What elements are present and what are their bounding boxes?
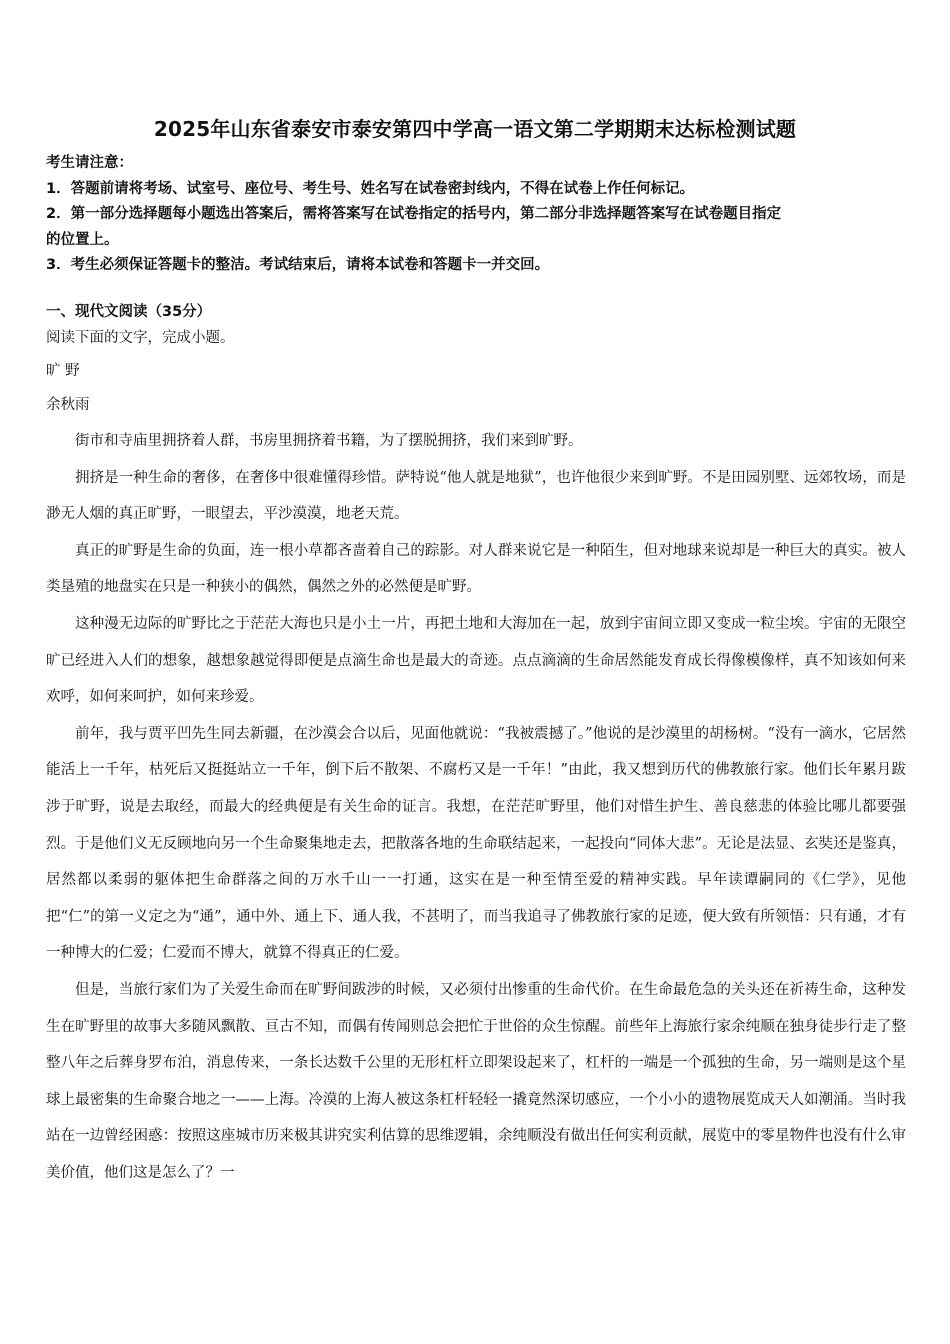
article-paragraph: 街市和寺庙里拥挤着人群，书房里拥挤着书籍，为了摆脱拥挤，我们来到旷野。	[75, 433, 583, 449]
article-title: 旷 野	[46, 363, 80, 379]
article-paragraph: 这种漫无边际的旷野比之于茫茫大海也只是小土一片，再把土地和大海加在一起，放到宇宙间立即又变成一粒尘埃。宇宙的无限空旷已经进入人们的想象，越想象越觉得即便是点滴生命也是最大的奇迹。点点滴滴的生命居然能发育成长得像模像样，真不知该如何来欢呼，如何来呵护，如何来珍爱。	[46, 615, 906, 706]
section-instruction: 阅读下面的文字，完成小题。	[46, 330, 235, 346]
exam-notice	[46, 151, 906, 279]
article-paragraph: 但是，当旅行家们为了关爱生命而在旷野间跋涉的时候，又必须付出惨重的生命代价。在生命最危急的关头还在祈祷生命，这种发生在旷野里的故事大多随风飘散、亘古不知，而偶有传闻则总会把忙于世俗的众生惊醒。前些年上海旅行家余纯顺在独身徒步行走了整整八年之后葬身罗布泊，消息传来，一条长达数千公里的无形杠杆立即架设起来了，杠杆的一端是一个孤独的生命，另一端则是这个星球上最密集的生命聚合地之一——上海。冷漠的上海人被这条杠杆轻轻一撬竟然深切感应，一个小小的遗物展览成天人如潮涌。当时我站在一边曾经困惑：按照这座城市历来极其讲究实利估算的思维逻辑，余纯顺没有做出任何实利贡献，展览中的零星物件也没有什么审美价值，他们这是怎么了？一	[46, 981, 906, 1181]
notice-item-2-continued: 的位置上。	[46, 231, 119, 248]
article-paragraph: 前年，我与贾平凹先生同去新疆，在沙漠会合以后，见面他就说：“我被震撼了。”他说的是沙漠里的胡杨树。“没有一滴水，它居然能活上一千年，枯死后又挺挺站立一千年，倒下后不散架、不腐朽又是一千年！”由此，我又想到历代的佛教旅行家。他们长年累月跋涉于旷野，说是去取经，而最大的经典便是有关生命的证言。我想，在茫茫旷野里，他们对惜生护生、善良慈悲的体验比哪儿都要强烈。于是他们义无反顾地向另一个生命聚集地走去，把散落各地的生命联结起来，一起投向“同体大悲”。无论是法显、玄奘还是鉴真，居然都以柔弱的躯体把生命群落之间的万水千山一一打通，这实在是一种至情至爱的精神实践。早年读谭嗣同的《仁学》，见他把“仁”的第一义定之为“通”，通中外、通上下、通人我，不甚明了，而当我追寻了佛教旅行家的足迹，便大致有所领悟：只有通，才有一种博大的仁爱；仁爱而不博大，就算不得真正的仁爱。	[46, 725, 906, 962]
article-paragraph: 真正的旷野是生命的负面，连一根小草都吝啬着自己的踪影。对人群来说它是一种陌生，但对地球来说却是一种巨大的真实。被人类垦殖的地盘实在只是一种狭小的偶然，偶然之外的必然便是旷野。	[46, 542, 906, 596]
page-title: 2025年山东省泰安市泰安第四中学高一语文第二学期期末达标检测试题	[153, 117, 797, 141]
notice-item-3: 3．考生必须保证答题卡的整洁。考试结束后，请将本试卷和答题卡一并交回。	[46, 257, 550, 273]
article-body	[46, 423, 906, 1191]
notice-item-1: 1．答题前请将考场、试室号、座位号、考生号、姓名写在试卷密封线内，不得在试卷上作任何标记。	[46, 180, 695, 197]
notice-item-2: 2．第一部分选择题每小题选出答案后，需将答案写在试卷指定的括号内，第二部分非选择题答案写在试卷题目指定	[46, 206, 782, 222]
article-author: 余秋雨	[46, 397, 90, 413]
section-heading: 一、现代文阅读（35分）	[46, 304, 212, 320]
notice-heading: 考生请注意：	[46, 155, 133, 171]
article-paragraph: 拥挤是一种生命的奢侈，在奢侈中很难懂得珍惜。萨特说“他人就是地狱”，也许他很少来到旷野。不是田园别墅、远郊牧场，而是渺无人烟的真正旷野，一眼望去，平沙漠漠，地老天荒。	[46, 469, 906, 523]
